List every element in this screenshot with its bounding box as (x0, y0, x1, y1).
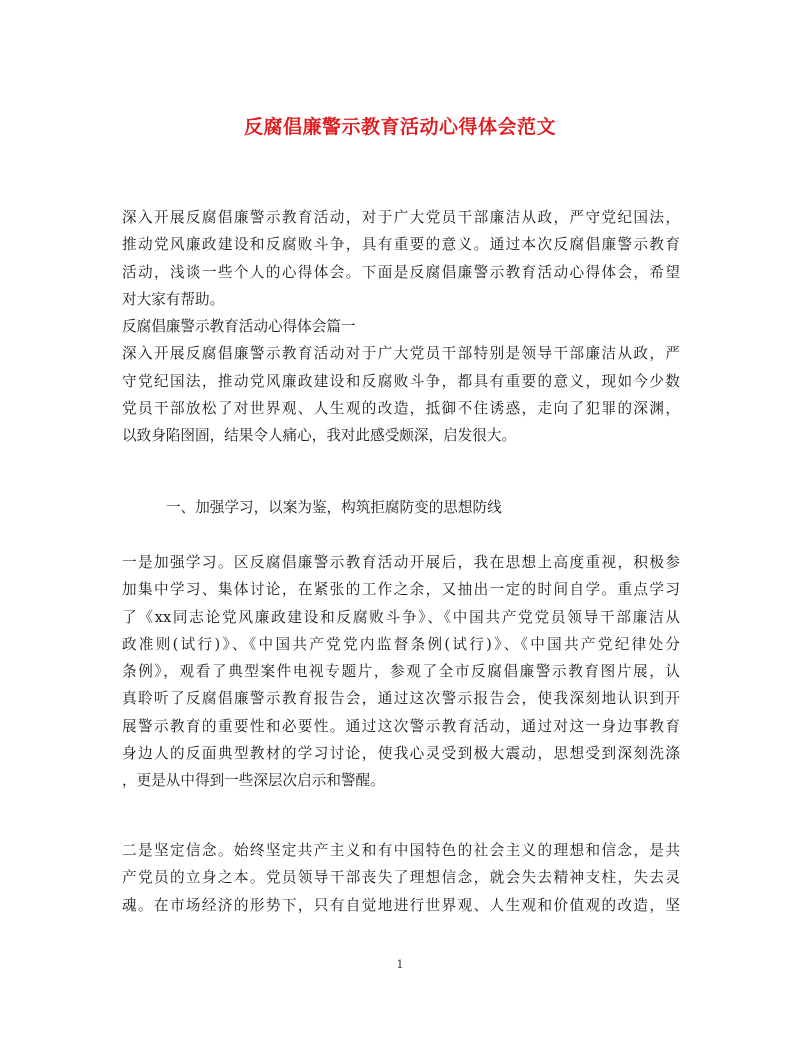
text-line: 身边人的反面典型教材的学习讨论，使我心灵受到极大震动，思想受到深刻洗涤 (122, 745, 680, 763)
text-line: 魂。在市场经济的形势下，只有自觉地进行世界观、人生观和价值观的改造，坚 (122, 896, 680, 914)
text-line: 了《xx同志论党风廉政建设和反腐败斗争》、《中国共产党党员领导干部廉洁从 (122, 608, 680, 626)
text-line: ，更是从中得到一些深层次启示和警醒。 (122, 772, 385, 790)
page-number: 1 (396, 958, 404, 971)
text-line: 深入开展反腐倡廉警示教育活动，对于广大党员干部廉洁从政，严守党纪国法， (122, 209, 680, 226)
paragraph-study (122, 549, 680, 795)
text-line: 真聆听了反腐倡廉警示教育报告会，通过这次警示报告会，使我深刻地认识到开 (122, 690, 680, 708)
heading-line: 一、加强学习，以案为鉴，构筑拒腐防变的思想防线 (166, 499, 502, 516)
text-line: 以致身陷囹圄，结果令人痛心，我对此感受颇深，启发很大。 (122, 427, 517, 445)
document-title: 反腐倡廉警示教育活动心得体会范文 (243, 116, 556, 138)
text-line: 反腐倡廉警示教育活动心得体会篇一 (122, 318, 356, 336)
text-line: 加集中学习、集体讨论，在紧张的工作之余，又抽出一定的时间自学。重点学习 (122, 581, 680, 599)
text-line: 党员干部放松了对世界观、人生观的改造，抵御不住诱惑，走向了犯罪的深渊， (122, 400, 680, 418)
text-line: 一是加强学习。区反腐倡廉警示教育活动开展后，我在思想上高度重视，积极参 (122, 554, 680, 571)
section-heading (122, 494, 680, 521)
text-line: 展警示教育的重要性和必要性。通过这次警示教育活动，通过对这一身边事教育 (122, 717, 680, 735)
text-line: 条例》，观看了典型案件电视专题片，参观了全市反腐倡廉警示教育图片展，认 (122, 663, 680, 681)
text-line: 深入开展反腐倡廉警示教育活动对于广大党员干部特别是领导干部廉洁从政，严 (122, 345, 680, 363)
text-line: 对大家有帮助。 (122, 290, 225, 308)
text-line: 二是坚定信念。始终坚定共产主义和有中国特色的社会主义的理想和信念，是共 (122, 842, 680, 859)
text-line: 产党员的立身之本。党员领导干部丧失了理想信念，就会失去精神支柱，失去灵 (122, 869, 680, 887)
intro-paragraphs (122, 204, 680, 450)
text-line: 活动，浅谈一些个人的心得体会。下面是反腐倡廉警示教育活动心得体会，希望 (122, 263, 680, 281)
paragraph-belief (122, 837, 680, 919)
text-line: 政准则(试行)》、《中国共产党党内监督条例(试行)》、《中国共产党纪律处分 (122, 635, 680, 653)
text-line: 推动党风廉政建设和反腐败斗争，具有重要的意义。通过本次反腐倡廉警示教育 (122, 236, 680, 254)
text-line: 守党纪国法，推动党风廉政建设和反腐败斗争，都具有重要的意义，现如今少数 (122, 372, 680, 390)
